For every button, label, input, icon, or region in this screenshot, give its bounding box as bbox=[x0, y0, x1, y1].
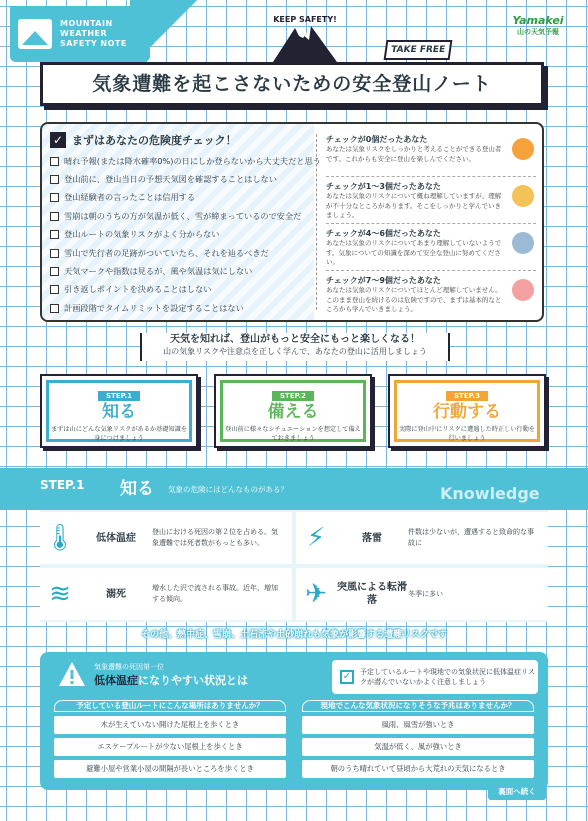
hypothermia-label: 気象遭難の死因第一位 bbox=[94, 663, 164, 671]
next-page-link[interactable]: 裏面へ続く bbox=[488, 784, 546, 800]
checklist-item[interactable] bbox=[50, 170, 306, 188]
hypothermia-title-rest: になりやすい状況とは bbox=[138, 674, 248, 687]
partner-subtitle: 山の天気予報 bbox=[517, 28, 559, 36]
checklist-item[interactable] bbox=[50, 207, 306, 225]
checkbox[interactable] bbox=[50, 157, 59, 166]
checklist-item-text: 引き返しポイントを決めることはしない bbox=[64, 284, 212, 295]
check-icon: ✓ bbox=[340, 670, 354, 684]
step1-subheading: 気象の危険にはどんなものがある？ bbox=[168, 485, 288, 494]
checklist-heading-text: まずはあなたの危険度チェック！ bbox=[72, 134, 237, 147]
thermometer-icon: 🌡 bbox=[43, 523, 77, 553]
weather-item: 風雨、風雪が強いとき bbox=[302, 716, 534, 734]
step-card-3 bbox=[388, 374, 546, 448]
keep-safety-text: KEEP SAFETY! bbox=[273, 15, 337, 24]
checkbox[interactable] bbox=[50, 249, 59, 258]
sun-icon bbox=[512, 138, 534, 160]
result-body: あなたは気象のリスクについてあまり理解していないようです。気象についての知識を深めて安全な登山に努めてください。 bbox=[326, 239, 502, 266]
step-label: STEP.3 bbox=[446, 391, 488, 401]
checklist-item[interactable] bbox=[50, 152, 321, 170]
checklist-heading bbox=[50, 132, 306, 148]
checklist-item[interactable] bbox=[50, 226, 306, 244]
other-risks-note: その他、熱中症、雪崩、土石流や土砂崩れも気象が影響する遭難リスクです bbox=[141, 630, 447, 640]
risk-desc: 登山における死因の第２位を占める。気象遭難では死者数がもっとも多い。 bbox=[152, 528, 278, 547]
route-item: 木が生えていない開けた尾根上を歩くとき bbox=[54, 716, 286, 734]
result-title: チェックが1〜3個だったあなた bbox=[326, 182, 441, 191]
result-body: あなたは気象リスクをしっかりと考えることができる登山者です。これからも安全に登山を楽しんでください。 bbox=[326, 145, 502, 163]
step-desc: まずは山にどんな気象リスクがあるか基礎知識を身につけましょう bbox=[51, 426, 187, 442]
waves-icon: ≋ bbox=[49, 579, 71, 609]
sun-cloud-icon bbox=[512, 185, 534, 207]
step-title: 知る bbox=[102, 402, 136, 422]
checklist-item[interactable] bbox=[50, 281, 306, 299]
cloud-icon bbox=[512, 232, 534, 254]
take-free-badge: TAKE FREE bbox=[384, 40, 453, 60]
checklist-item[interactable] bbox=[50, 262, 306, 280]
step-card-1 bbox=[40, 374, 198, 448]
checkbox[interactable] bbox=[50, 285, 59, 294]
result-body: あなたは気象のリスクについてほとんど理解していません。このまま登山を続けるのは危険ですので、まずは基本的なところから学んでいきましょう。 bbox=[326, 286, 502, 313]
step-card-2 bbox=[214, 374, 372, 448]
checklist-item-text: 晴れ予報(または降水確率0%)の日にしか登らないから大丈夫だと思う bbox=[64, 155, 321, 166]
checklist-item-text: 登山前に、登山当日の予想天気図を確認することはしない bbox=[64, 174, 277, 185]
risk-grid bbox=[40, 510, 548, 622]
hypothermia-title-highlight: 低体温症 bbox=[94, 674, 138, 687]
partner-logo bbox=[508, 14, 568, 48]
checkbox-icon: ✓ bbox=[50, 132, 66, 148]
checkbox[interactable] bbox=[50, 267, 59, 276]
risk-desc: 冬季に多い bbox=[408, 589, 443, 598]
lightning-icon: ⚡ bbox=[306, 523, 326, 553]
risk-desc: 増水した沢で流される事故。近年、増加する傾向。 bbox=[152, 584, 278, 603]
weather-question bbox=[302, 700, 534, 784]
risk-name: 落雷 bbox=[362, 532, 382, 544]
logo bbox=[10, 6, 150, 62]
risk-checklist bbox=[40, 122, 544, 322]
result-0-checks bbox=[326, 130, 536, 177]
risk-desc: 件数は少ないが、遭遇すると致命的な事故に bbox=[408, 528, 534, 547]
step1-heading: 知る bbox=[120, 479, 154, 499]
risk-name: 溺死 bbox=[106, 588, 126, 600]
step-desc: 実際に登山中にリスクに遭遇した時正しい行動を行いましょう bbox=[399, 426, 535, 442]
result-title: チェックが7〜9個だったあなた bbox=[326, 276, 441, 285]
step-label: STEP.1 bbox=[98, 391, 140, 401]
keep-safety-emblem bbox=[265, 14, 345, 64]
checklist-item-text: 登山経験者の言ったことは信用する bbox=[64, 192, 196, 203]
result-title: チェックが0個だったあなた bbox=[326, 135, 428, 144]
checkbox[interactable] bbox=[50, 193, 59, 202]
storm-cloud-icon bbox=[512, 279, 534, 301]
risk-name: 突風による転滑落 bbox=[337, 582, 407, 606]
step-desc: 登山前に様々なシチュエーションを想定して備えておきましょう bbox=[225, 426, 361, 442]
checklist-results bbox=[316, 124, 544, 320]
risk-name: 低体温症 bbox=[96, 532, 136, 544]
logo-text: MOUNTAIN WEATHER SAFETY NOTE bbox=[60, 19, 127, 48]
result-1-3-checks bbox=[326, 177, 536, 224]
page-title: 気象遭難を起こさないための安全登山ノート bbox=[40, 62, 544, 106]
checklist-item-text: 雪崩は朝のうちの方が気温が低く、雪が締まっているので安全だ bbox=[64, 210, 302, 221]
step-title: 行動する bbox=[433, 402, 501, 422]
checklist-item[interactable] bbox=[50, 189, 306, 207]
route-question bbox=[54, 700, 286, 784]
tagline bbox=[140, 333, 450, 361]
tagline-sub: 山の気象リスクや注意点を正しく学んで、あなたの登山に活用しましょう bbox=[163, 347, 427, 356]
route-item: エスケープルートが少ない尾根上を歩くとき bbox=[54, 738, 286, 756]
risk-card-drowning bbox=[40, 568, 292, 620]
hypothermia-note-text: 予定しているルートや現地での気象状況に低体温症リスクが潜んでいないかよく注意しましょう bbox=[360, 668, 535, 686]
checklist-item[interactable] bbox=[50, 244, 306, 262]
risk-card-lightning bbox=[296, 512, 548, 564]
step1-tag: STEP.1 bbox=[40, 478, 85, 492]
weather-item: 朝のうち晴れていて昼頃から大荒れの天気になるとき bbox=[302, 760, 534, 778]
result-body: あなたは気象のリスクについて概ね理解していますが、理解が不十分なところがあります。そこをしっかりと学んでいきましょう。 bbox=[326, 192, 502, 219]
knowledge-label: Knowledge bbox=[440, 484, 540, 503]
checklist-item-text: 雪山で先行者の足跡がついていたら、それを辿るべきだ bbox=[64, 247, 269, 258]
hypothermia-note bbox=[332, 660, 538, 694]
risk-card-gust-fall bbox=[296, 568, 548, 620]
hypothermia-title bbox=[94, 672, 248, 688]
checkbox[interactable] bbox=[50, 175, 59, 184]
checklist-item-text: 登山ルートの気象リスクがよく分からない bbox=[64, 229, 220, 240]
checklist-item[interactable] bbox=[50, 299, 306, 317]
step-title: 備える bbox=[267, 402, 319, 422]
weather-question-heading: 現地でこんな気象状況になりそうな予兆はありませんか？ bbox=[302, 700, 534, 712]
wind-fall-icon: ✈ bbox=[305, 579, 327, 609]
checkbox[interactable] bbox=[50, 212, 59, 221]
checklist-items bbox=[42, 124, 321, 320]
checkbox[interactable] bbox=[50, 304, 59, 313]
route-question-heading: 予定している登山ルートにこんな場所はありませんか？ bbox=[54, 700, 286, 712]
result-7-9-checks bbox=[326, 271, 536, 318]
mountain-icon bbox=[18, 19, 52, 49]
step-label: STEP.2 bbox=[272, 391, 314, 401]
checklist-item-text: 計画段階でタイムリミットを設定することはない bbox=[64, 302, 244, 313]
risk-card-hypothermia bbox=[40, 512, 292, 564]
result-4-6-checks bbox=[326, 224, 536, 271]
result-title: チェックが4〜6個だったあなた bbox=[326, 229, 441, 238]
weather-item: 気温が低く、風が強いとき bbox=[302, 738, 534, 756]
partner-name: Yamakei bbox=[512, 14, 564, 27]
route-item: 避難小屋や営業小屋の間隔が長いところを歩くとき bbox=[54, 760, 286, 778]
checklist-item-text: 天気マークや指数は見るが、風や気温は気にしない bbox=[64, 266, 253, 277]
warning-icon bbox=[58, 661, 86, 687]
tagline-main: 天気を知れば、登山がもっと安全にもっと楽しくなる！ bbox=[170, 334, 420, 345]
checkbox[interactable] bbox=[50, 230, 59, 239]
